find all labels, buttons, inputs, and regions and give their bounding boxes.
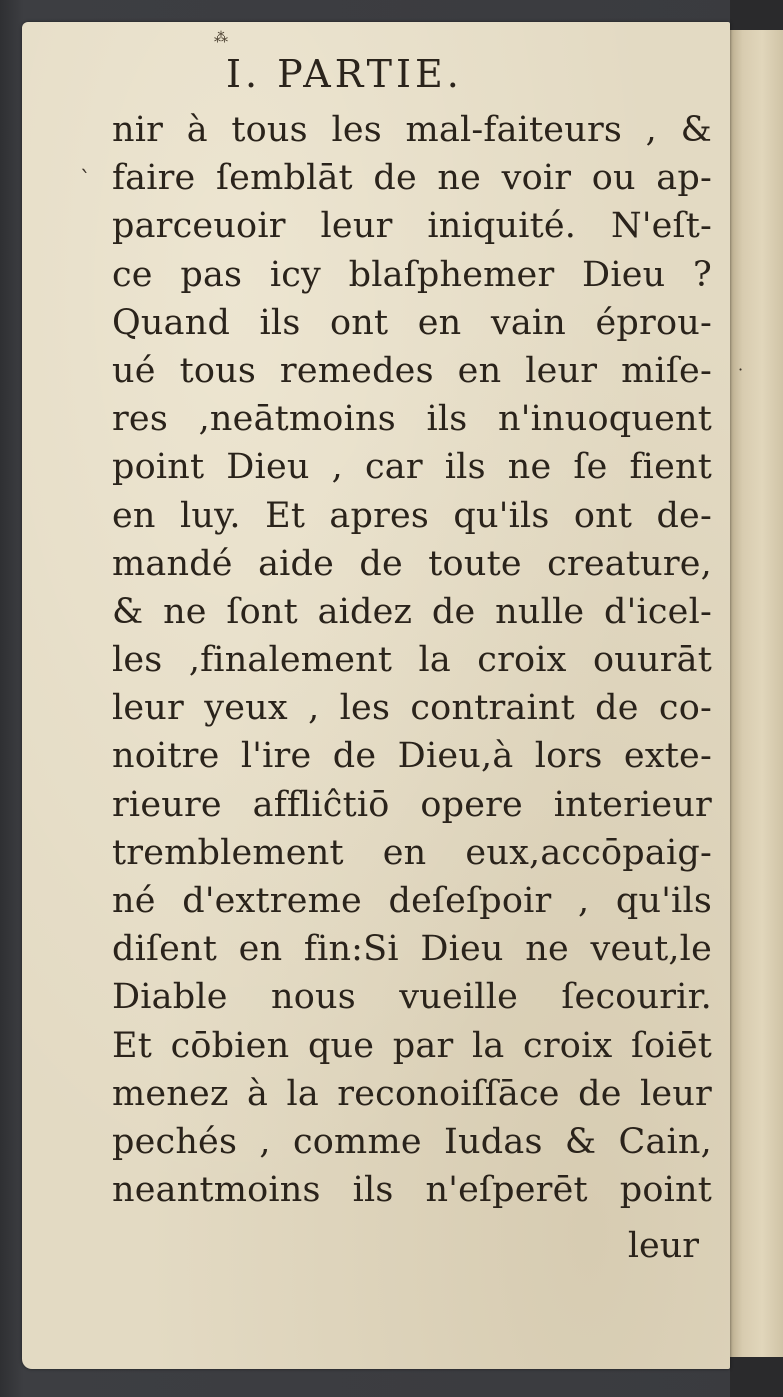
text-line: parceuoir leur iniquité. N'eſt- [112, 206, 712, 247]
text-line: & ne ſont aidez de nulle d'icel- [112, 591, 712, 632]
text-line: ce pas icy blaſphemer Dieu ? [112, 254, 712, 295]
text-line: res ,neātmoins ils n'inuoquent [112, 399, 712, 440]
ink-mark: ˋ [80, 168, 91, 193]
text-line: noitre l'ire de Dieu,à lors exte- [112, 736, 712, 777]
header-ornament: ⁂ [214, 30, 228, 46]
text-line: tremblement en eux,accōpaig- [112, 832, 712, 873]
text-line: Quand ils ont en vain éprou- [112, 302, 712, 343]
text-line: leur yeux , les contraint de co- [112, 688, 712, 729]
text-line: mandé aide de toute creature, [112, 543, 712, 584]
text-line: menez à la reconoiſſāce de leur [112, 1073, 712, 1114]
text-line: rieure affliĉtiō opere interieur [112, 784, 712, 825]
binding-shadow-top [730, 0, 783, 30]
facing-page-edge [728, 30, 783, 1360]
text-line: faire ſemblāt de ne voir ou ap- [112, 158, 712, 199]
running-header: I. PARTIE. [226, 52, 463, 96]
catchword: leur [627, 1226, 699, 1266]
text-line: né d'extreme deſeſpoir , qu'ils [112, 881, 712, 921]
binding-shadow-bottom [730, 1357, 783, 1397]
text-line: Diable nous vueille ſecourir. [112, 977, 712, 1018]
text-line: en luy. Et apres qu'ils ont de- [112, 495, 712, 536]
text-line: pechés , comme Iudas & Cain, [112, 1121, 712, 1162]
text-line: ué tous remedes en leur miſe- [112, 350, 712, 391]
text-line: diſent en fin:Si Dieu ne veut,le [112, 929, 712, 970]
text-line: les ,finalement la croix ouurāt [112, 640, 712, 681]
text-line: point Dieu , car ils ne ſe fient [112, 447, 712, 488]
ink-mark: · [738, 360, 744, 379]
text-line: neantmoins ils n'eſperēt point [112, 1170, 712, 1211]
text-line: nir à tous les mal-faiteurs , & [112, 110, 712, 150]
body-text [112, 106, 712, 1214]
text-line: Et cōbien que par la croix ſoiēt [112, 1025, 712, 1066]
